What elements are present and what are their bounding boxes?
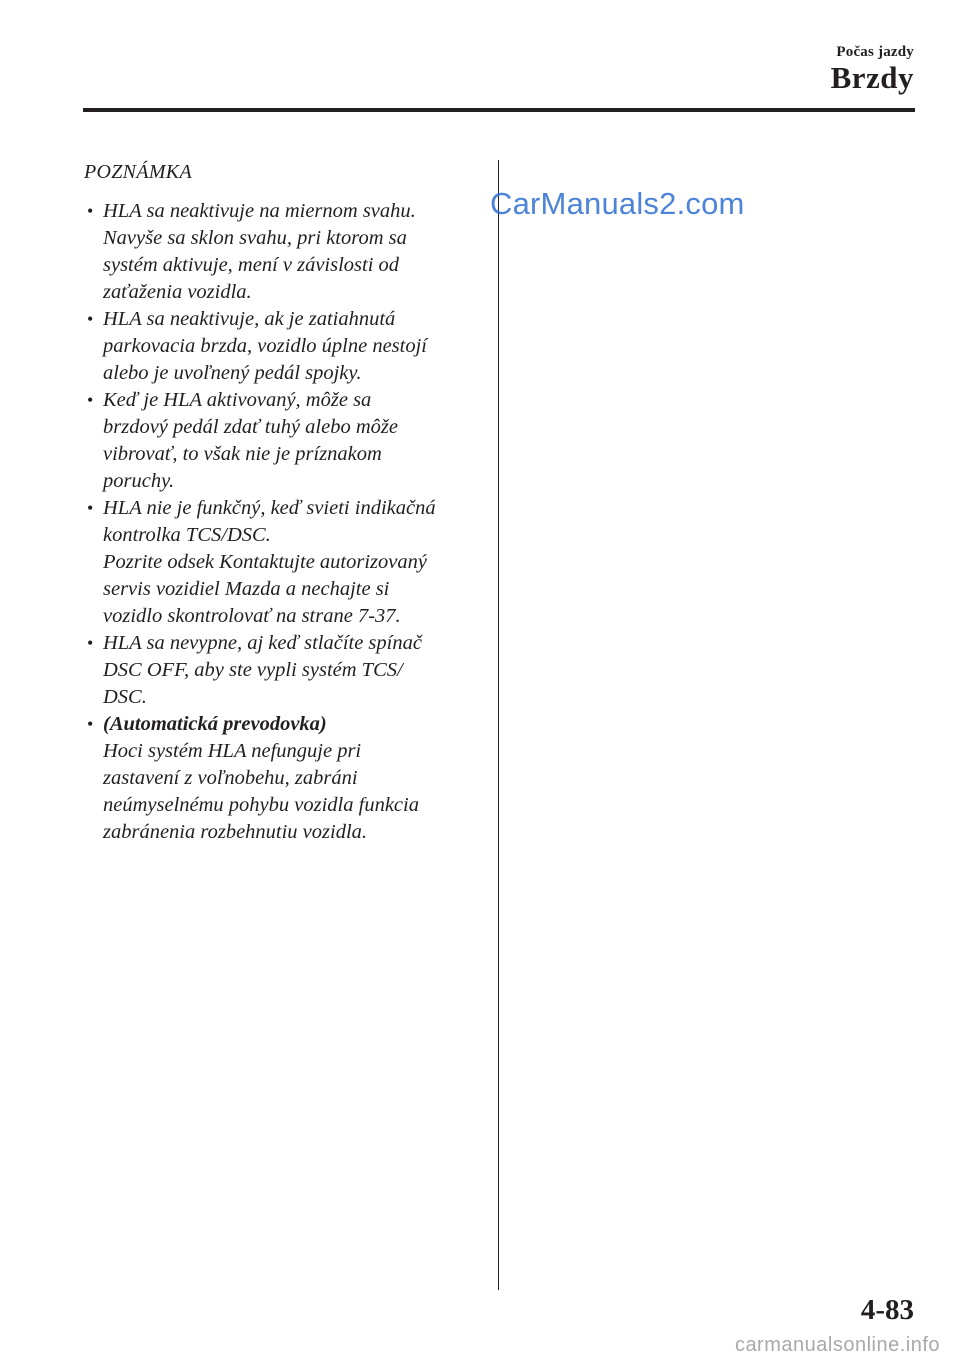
bullet-icon: • (87, 201, 94, 221)
header-rule (83, 108, 915, 112)
note-line: kontrolka TCS/DSC. (103, 524, 271, 546)
note-line: HLA sa nevypne, aj keď stlačíte spínač (103, 632, 422, 654)
note-line: HLA sa neaktivuje, ak je zatiahnutá (103, 308, 396, 330)
bullet-icon: • (87, 633, 94, 653)
note-list (84, 198, 484, 846)
note-line: vibrovať, to však nie je príznakom (103, 443, 382, 465)
note-line: DSC. (103, 686, 147, 708)
note-line: zabránenia rozbehnutiu vozidla. (103, 821, 368, 843)
note-item (84, 387, 484, 495)
section-label: Počas jazdy (836, 44, 914, 60)
note-line: parkovacia brzda, vozidlo úplne nestojí (103, 335, 427, 357)
note-line: alebo je uvoľnený pedál spojky. (103, 362, 362, 384)
page-number: 4-83 (860, 1294, 914, 1326)
note-item (84, 630, 484, 711)
note-line: poruchy. (103, 470, 175, 492)
bullet-icon: • (87, 714, 94, 734)
note-line: zastavení z voľnobehu, zabráni (103, 767, 358, 789)
note-line: Pozrite odsek Kontaktujte autorizovaný (103, 551, 427, 573)
note-line: HLA sa neaktivuje na miernom svahu. (103, 200, 416, 222)
note-item-title: (Automatická prevodovka) (103, 713, 327, 735)
column-divider (498, 160, 499, 1290)
note-item (84, 306, 484, 387)
note-line: Hoci systém HLA nefunguje pri (103, 740, 362, 762)
bullet-icon: • (87, 498, 94, 518)
note-line: DSC OFF, aby ste vypli systém TCS/ (103, 659, 403, 681)
note-item (84, 495, 484, 630)
note-line: brzdový pedál zdať tuhý alebo môže (103, 416, 398, 438)
bullet-icon: • (87, 390, 94, 410)
note-line: vozidlo skontrolovať na strane 7-37. (103, 605, 401, 627)
note-line: neúmyselnému pohybu vozidla funkcia (103, 794, 419, 816)
note-line: Navyše sa sklon svahu, pri ktorom sa (103, 227, 407, 249)
note-heading: POZNÁMKA (84, 161, 192, 183)
note-item (84, 711, 484, 846)
bullet-icon: • (87, 309, 94, 329)
note-item (84, 198, 484, 306)
footer-site-watermark: carmanualsonline.info (734, 1334, 940, 1356)
note-line: HLA nie je funkčný, keď svieti indikačná (103, 497, 436, 519)
watermark-text: CarManuals2.com (490, 186, 745, 221)
chapter-title: Brzdy (830, 60, 914, 95)
note-line: Keď je HLA aktivovaný, môže sa (103, 389, 372, 411)
note-line: systém aktivuje, mení v závislosti od (103, 254, 400, 276)
note-line: zaťaženia vozidla. (103, 281, 252, 303)
note-line: servis vozidiel Mazda a nechajte si (103, 578, 390, 600)
